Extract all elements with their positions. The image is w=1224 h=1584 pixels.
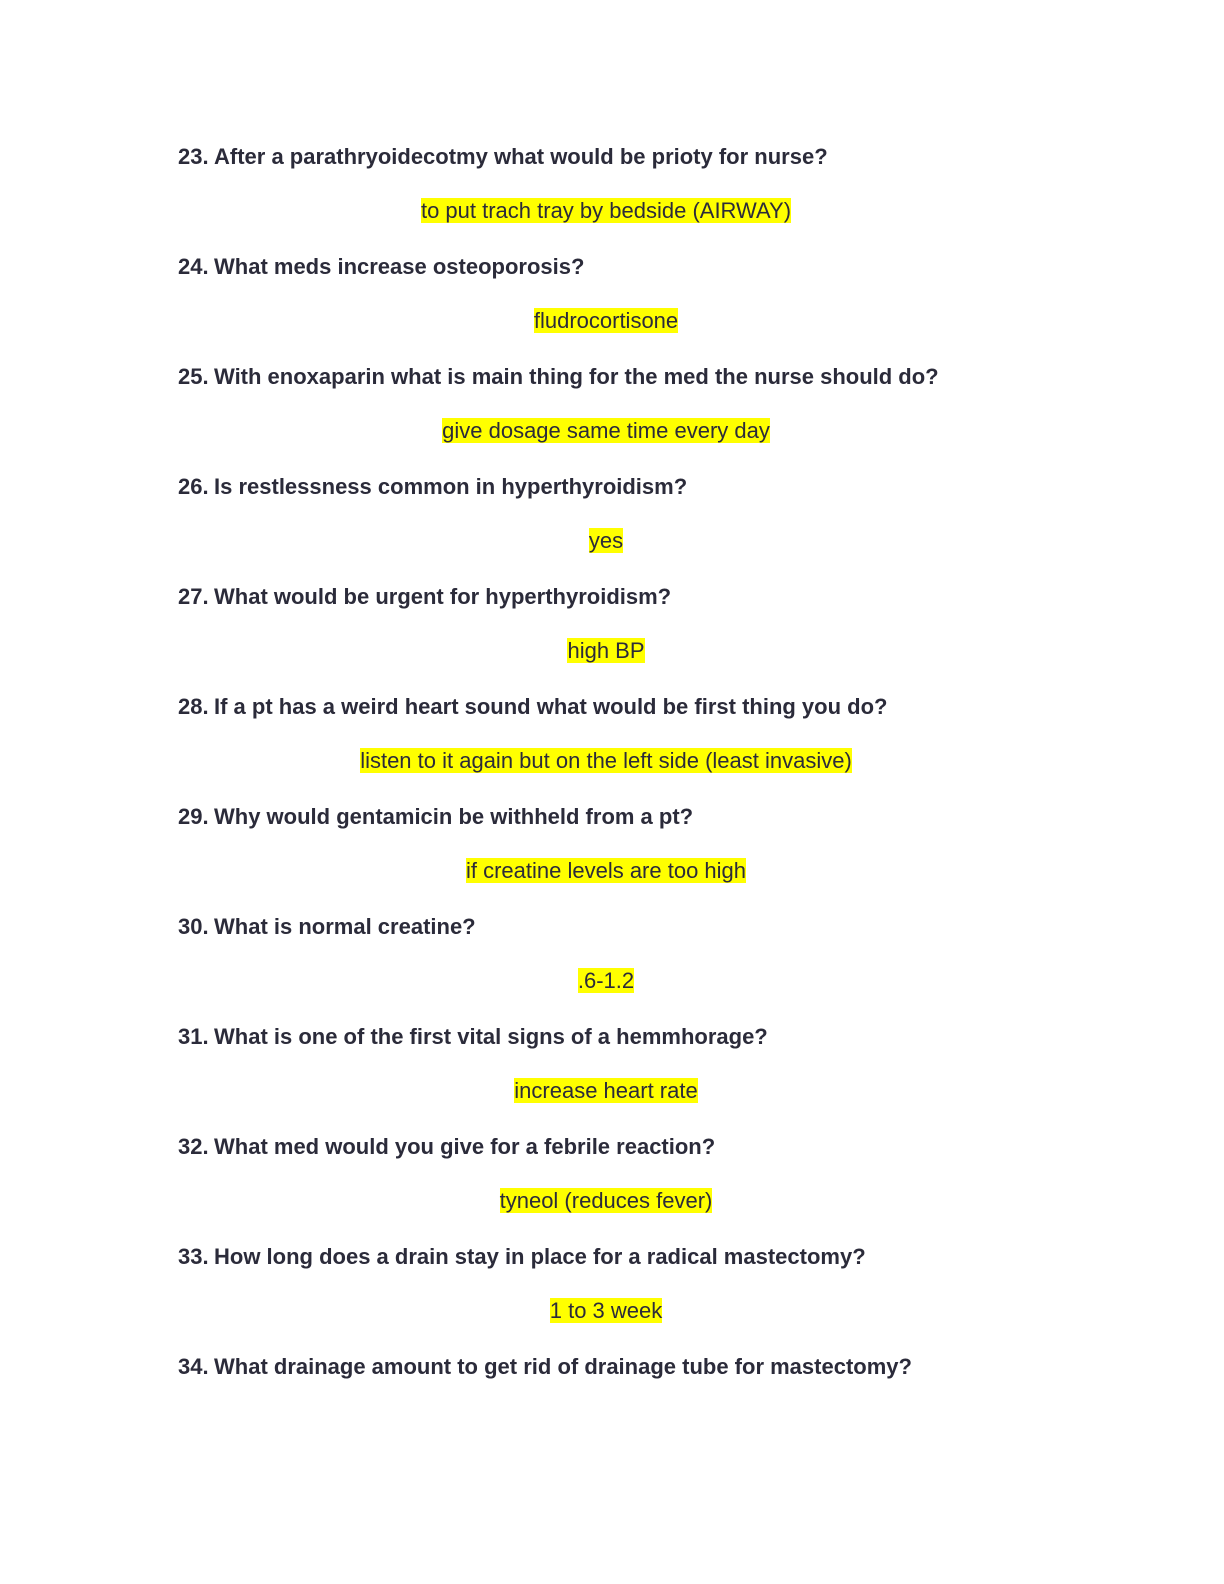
question-number: 27. [178,584,209,609]
question-text: What is normal creatine? [214,914,476,939]
question-number: 33. [178,1244,209,1269]
question-number: 31. [178,1024,209,1049]
answer [178,964,1034,1020]
answer [178,524,1034,580]
answer [178,634,1034,690]
qa-item-32 [178,1130,1034,1240]
qa-item-28 [178,690,1034,800]
qa-item-29 [178,800,1034,910]
question [178,690,1034,744]
answer [178,1184,1034,1240]
question-text: Why would gentamicin be withheld from a pt? [214,804,694,829]
answer [178,744,1034,800]
question-text: With enoxaparin what is main thing for the med the nurse should do? [214,364,939,389]
question [178,1240,1034,1294]
question [178,360,1034,414]
answer [178,194,1034,250]
question [178,1020,1034,1074]
answer [178,854,1034,910]
question-number: 30. [178,914,209,939]
answer-text: yes [588,528,624,553]
answer [178,1074,1034,1130]
question-text: What drainage amount to get rid of drainage tube for mastectomy? [214,1354,912,1379]
question [178,1130,1034,1184]
question-number: 32. [178,1134,209,1159]
question-number: 26. [178,474,209,499]
question [178,800,1034,854]
question [178,470,1034,524]
answer-text: increase heart rate [514,1078,698,1103]
answer [178,1294,1034,1350]
qa-item-27 [178,580,1034,690]
question-number: 25. [178,364,209,389]
qa-item-26 [178,470,1034,580]
question-text: If a pt has a weird heart sound what would be first thing you do? [214,694,888,719]
question-text: How long does a drain stay in place for a radical mastectomy? [214,1244,866,1269]
question-number: 24. [178,254,209,279]
question-text: Is restlessness common in hyperthyroidism? [214,474,688,499]
qa-list [178,140,1034,1404]
qa-item-25 [178,360,1034,470]
qa-item-23 [178,140,1034,250]
answer-text: give dosage same time every day [442,418,770,443]
qa-item-33 [178,1240,1034,1350]
question-text: What is one of the first vital signs of a hemmhorage? [214,1024,768,1049]
answer [178,414,1034,470]
qa-item-30 [178,910,1034,1020]
qa-item-31 [178,1020,1034,1130]
answer-text: if creatine levels are too high [465,858,747,883]
question [178,140,1034,194]
question-text: After a parathryoidecotmy what would be prioty for nurse? [214,144,828,169]
question-text: What would be urgent for hyperthyroidism? [214,584,672,609]
qa-item-24 [178,250,1034,360]
qa-item-34 [178,1350,1034,1404]
question [178,910,1034,964]
answer-text: high BP [567,638,645,663]
answer-text: to put trach tray by bedside (AIRWAY) [420,198,792,223]
question-number: 28. [178,694,209,719]
question-number: 23. [178,144,209,169]
answer [178,304,1034,360]
answer-text: .6-1.2 [577,968,635,993]
question-number: 29. [178,804,209,829]
answer-text: fludrocortisone [533,308,679,333]
question [178,1350,1034,1404]
question [178,580,1034,634]
question-text: What meds increase osteoporosis? [214,254,585,279]
question-text: What med would you give for a febrile reaction? [214,1134,716,1159]
answer-text: 1 to 3 week [549,1298,663,1323]
answer-text: listen to it again but on the left side (least invasive) [360,748,852,773]
question-number: 34. [178,1354,209,1379]
answer-text: tyneol (reduces fever) [499,1188,713,1213]
question [178,250,1034,304]
